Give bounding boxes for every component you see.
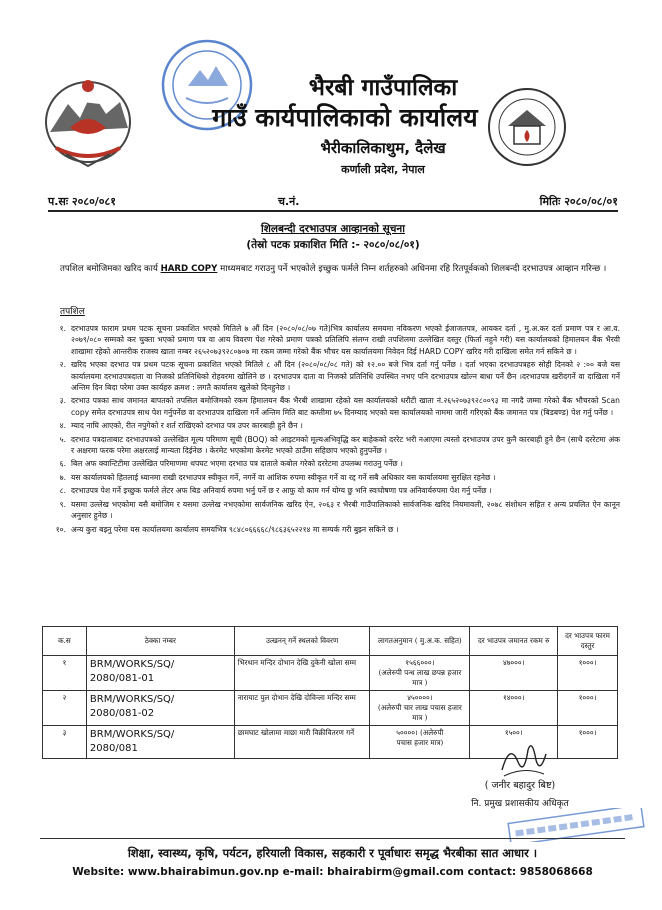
clause-number: ४. (59, 421, 66, 431)
row-cost (370, 726, 470, 759)
row-site: छामघाट खोलामा माछा मारी विक्रीवितरण गर्ने (234, 726, 370, 759)
row-site: भिरथान मन्दिर दोभान देखि दुकेनी खोला सम्म (234, 656, 370, 691)
clause-text: दरभाउपत्र पेश गर्ने इच्छुक फर्मले लेटर अफ बिड अनिवार्य रुपमा भर्नु पर्ने छ र आफु यो काम गर्न योग्य छु भनि स्वःघोषणा पत्र अनिवार्यरुपमा पेश गर्नु पर्नेछ । (71, 486, 492, 496)
clause-item (42, 359, 620, 393)
intro-paragraph (60, 262, 615, 276)
signature-icon (496, 736, 550, 782)
municipality-logo-icon (486, 86, 568, 168)
municipality-name: भैरबी गाउँपालिका (308, 75, 458, 101)
nepal-emblem-icon (36, 66, 140, 170)
clause-item (42, 524, 620, 535)
row-contract (86, 656, 234, 691)
clause-text: दरभाउपत्र फाराम प्रथम पटक सूचना प्रकाशित भएको मितिले ७ औं दिन (२०८०/०८/०७ गते)भित्र कार्यालय समयमा नविकरण भएको ईजाजतपत्र, आयकर दर्ता , मु.अ.कर दर्ता प्रमाण पत्र र आ.व. २०७९/०८० सम्मको कर चुक्ता भएको प्रमाण पत्र वा आय विवरण पेश गरेको प्रमाण पत्रको प्रतिलिपि संलग्न राखी तपशिलमा उल्लेखित दस्तुर (फिर्ता नहुने गरी) यस कार्यालयको हिमालयन बैंक भैरवी शाखामा रहेको आन्तरीक राजस्व खाता नम्बर २६५२०७३९२८०७०७ मा रकम जम्मा गरेको बैंक भौचर यस कार्यालयमा निवेदन दिई HARD COPY खरिद गरी दाखिला समेत गर्न सकिने छ । (71, 324, 620, 356)
clause-item (42, 395, 620, 418)
issue-date: मितिः २०८०/०८/०१ (539, 195, 618, 208)
notice-title: शिलबन्दी दरभाउपत्र आव्हानको सूचना (261, 223, 405, 235)
row-cost (370, 691, 470, 726)
row-cost (370, 656, 470, 691)
clause-text: यस कार्यालयको हितलाई ध्यानमा राखी दरभाउपत्र स्वीकृत गर्ने, नगर्ने वा आंशिक रुपमा स्वीकृत गर्ने वा रद्द गर्ने सबै अधिकार यस कार्यालयमा सुरक्षित रहनेछ । (71, 472, 496, 482)
table-header-row (43, 627, 618, 656)
notice-subtitle: (तेस्रो पटक प्रकाशित मिति :- २०८०/०८/०१) (246, 239, 420, 251)
clause-text: खरिद भएका दरभाउ पत्र प्रथम पटक सूचना प्रकाशित भएको मितिले ८ औं दिन (२०८०/०८/०८ गते) को १२.०० बजे भित्र दर्ता गर्नु पर्नेछ । दर्ता भएका दरभाउपत्रहरु सोही दिनको २ :०० बजे यस कार्यालयमा दरभाउपत्रदाता वा निजको प्रतिनिधिको रोहवरमा खोलिने छ । दरभाउपत्र दाता वा निजको प्रतिनिधि उपस्थित नभए पनि दरभाउपत्र खोल्न बाधा पर्ने छैन ।दरभाउपत्र खरीदगर्ने वा दाखिला गर्ने अन्तिम दिन बिदा परेमा उक्त कार्यहरु क्रमश : लगतै कार्यालय खुलेको दिनहुनेछ । (71, 360, 620, 393)
clause-text: म्याद नाघि आएको, रीत नपुगेको र शर्त राखिएको दरभाउ पत्र उपर कारबाही हुने छैन । (71, 421, 303, 431)
row-site: नारायाट पुल दोभान देखि दोविन्ला मन्दिर सम्म (234, 691, 370, 726)
letter-number: प.सः २०८०/०८१ (48, 195, 116, 208)
cost-words: (अलेरुपी चार लाख पचास हजार मात्र ) (377, 703, 462, 722)
footer-slogan: शिक्षा, स्वास्थ्य, कृषि, पर्यटन, हरियाली विकास, सहकारी र पूर्वाधारः समृद्ध भैरबीका सात आधार । (127, 846, 538, 860)
signatory-title: नि. प्रमुख प्रशासकीय अधिकृत (471, 799, 569, 809)
col-header-sn: क.स (43, 627, 87, 656)
cost-words: (अलेरुपी पन्ध लाख छपन्न हजार मात्र ) (378, 668, 462, 687)
intro-part2: माध्यमबाट गराउनु पर्ने भएकोले इच्छुक फर्मले निम्न शर्तहरुको अधिनमा रहि रितपूर्वकको शिलबन्दी दरभाउपत्र आव्हान गरिन्छ । (220, 264, 607, 274)
row-deposit: ४७०००। (470, 656, 558, 691)
row-sn: २ (43, 691, 87, 726)
clause-item (42, 420, 620, 431)
office-location: भैरीकालिकाथुम, दैलेख (320, 139, 446, 157)
clause-number: ९. (59, 499, 66, 509)
clause-item (42, 434, 620, 457)
clause-text: बिल अफ क्वान्टिटीमा उल्लेखित परिमाणमा थपघट भएमा दरभाउ पत्र दाताले कबोल गरेको दररेटमा उपलब्ध गराउनु पर्नेछ । (71, 459, 403, 469)
dispatch-number: च.नं. (278, 195, 300, 208)
office-name: गाउँ कार्यपालिकाको कार्यालय (212, 103, 478, 132)
cost-figure: ५००००। (अलेरुपी (396, 728, 444, 737)
contract-code-line1: BRM/WORKS/SQ/ (89, 659, 175, 670)
clause-number: ८. (59, 486, 66, 496)
clause-number: १०. (55, 524, 66, 534)
clause-number: ३. (59, 396, 66, 406)
table-row (43, 656, 618, 691)
province-name: कर्णाली प्रदेश, नेपाल (341, 163, 425, 176)
col-header-contract: ठेक्का नम्बर (86, 627, 234, 656)
clause-text: दरभाउ पत्रका साथ जमानत बापतको तपसिल बमोजिमको रकम हिमालयन बैंक भैरबी शाखामा रहेको यस कार्यालयको धरौटी खाता नं.२६५२०७३९२८००९३ मा नगदै जम्मा गरेको बैंक भौचरको Scan copy समेत दरभाउपत्र साथ पेश गर्नुपर्नेछ वा दरभाउपत्र दाखिला गर्ने अन्तिम मिति बाट कम्तीमा ७५ दिनम्याद भएको यस कार्यालयको नाममा जारी गरिएको बैंक जमानत पत्र (बिडबण्ड) पेश गर्नु पर्नेछ । (71, 396, 620, 417)
officer-stamp-icon (505, 808, 647, 842)
contract-code-line2: 2080/081-01 (89, 673, 155, 684)
signatory-name: ( जनीर बहादुर बिष्ट) (484, 780, 556, 791)
clause-item (42, 499, 620, 522)
clauses-list (42, 323, 620, 537)
table-row (43, 691, 618, 726)
clause-number: ६. (59, 459, 66, 469)
row-fee: १०००। (558, 656, 618, 691)
row-deposit: १५००। (470, 726, 558, 759)
clause-number: २. (59, 360, 66, 370)
schedule-label: तपशिल (60, 307, 85, 317)
contract-code-line2: 2080/081-02 (89, 708, 155, 719)
header-divider (48, 210, 618, 212)
contract-code-line1: BRM/WORKS/SQ/ (89, 729, 175, 740)
footer-divider (40, 838, 625, 839)
row-fee: १०००। (558, 691, 618, 726)
row-sn: १ (43, 656, 87, 691)
row-fee: १०००। (558, 726, 618, 759)
cost-words: पचास हजार मात्र) (396, 738, 444, 747)
footer-contact: Website: www.bhairabimun.gov.np e-mail: bhairabirm@gmail.com contact: 9858068668 (72, 866, 593, 878)
col-header-site: उत्खनन् गर्ने स्थलको विवरण (234, 627, 370, 656)
intro-part1: तपशिल बमोजिमका खरिद कार्य (60, 264, 158, 274)
clause-number: ७. (59, 472, 66, 482)
col-header-cost: लागतअनुमान ( मु.अ.क. सहित) (370, 627, 470, 656)
cost-figure: १५६६०००। (405, 658, 435, 667)
row-deposit: १४०००। (470, 691, 558, 726)
clause-number: ५. (59, 434, 66, 444)
contract-code-line2: 2080/081 (89, 743, 138, 754)
clause-item (42, 485, 620, 496)
row-contract (86, 726, 234, 759)
clause-item (42, 323, 620, 357)
hard-copy-label: HARD COPY (160, 264, 218, 274)
contract-code-line1: BRM/WORKS/SQ/ (89, 694, 175, 705)
cost-figure: ४५००००। (407, 693, 433, 702)
clause-text: यसमा उल्लेख भएकोमा यसै बमोजिम र यसमा उल्लेख नभएकोमा सार्वजनिक खरिद ऐन, २०६३ र भैरबी गाउँपालिकाको सार्वजनिक खरिद नियमावली, २०७८ संशोधन सहित र अन्य प्रचलित ऐन कानून अनुसार हुनेछ । (71, 499, 620, 521)
row-contract (86, 691, 234, 726)
col-header-deposit: दर भाउपत्र जमानत रकम रु (470, 627, 558, 656)
clause-text: अन्य कुरा बझ्नु परेमा यस कार्यालयमा कार्यालय समयभित्र ९८४८०६६६६८/९८६३६५२२१४ मा सम्पर्क गरी बुझ्न सकिने छ । (71, 524, 399, 534)
clause-item (42, 472, 620, 483)
row-sn: ३ (43, 726, 87, 759)
col-header-fee: दर भाउपत्र फारम दस्तुर (558, 627, 618, 656)
clause-text: दरभाउ पत्रदाताबाट दरभाउपत्रको उल्लेखित मूल्य परिमाण सूची (BOQ) को आइटमको मूल्यअभिवृद्धि कर बाहेकको दररेट भरी नआएमा त्यस्तो दरभाउपत्र उपर कुनै कारबाही हुने छैन (साथै दररेटमा अंक र अक्षरमा फरक परेमा अक्षरलाई मान्यता दिईनेछ । केरमेट भएकोमा केरमेट भएको ठाउँमा सहिछाप भएको हुनुपर्नेछ । (71, 434, 620, 456)
clause-item (42, 458, 620, 469)
clause-number: १. (59, 324, 66, 333)
